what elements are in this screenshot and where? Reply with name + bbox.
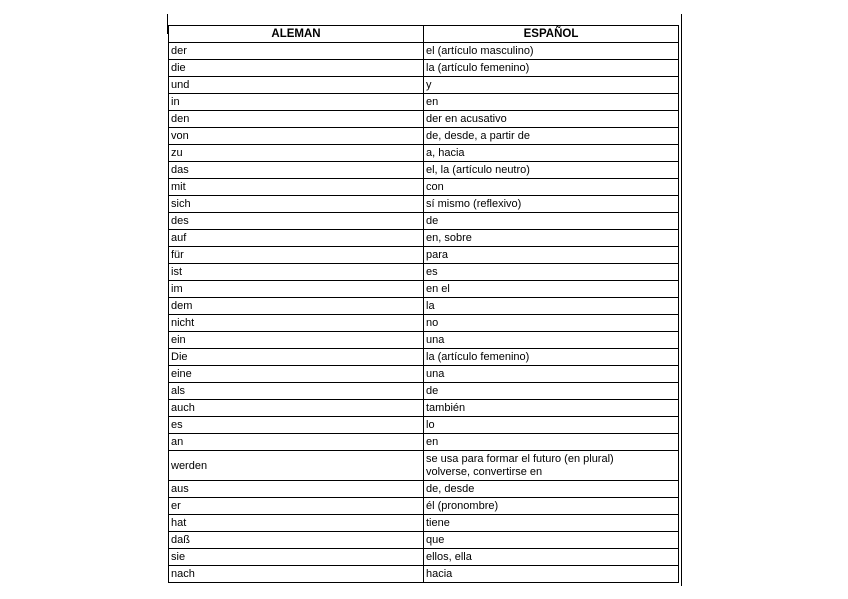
- table-row: [169, 549, 679, 566]
- table-row: [169, 532, 679, 549]
- table-row: [169, 94, 679, 111]
- table-row: [169, 145, 679, 162]
- german-word: den: [169, 111, 424, 128]
- translation-line: hacia: [426, 568, 453, 580]
- translation-line: para: [426, 249, 449, 261]
- german-word: ist: [169, 264, 424, 281]
- translation-line: y: [426, 79, 432, 91]
- table-row: [169, 481, 679, 498]
- translation-line: también: [426, 402, 466, 414]
- table-row: [169, 315, 679, 332]
- german-word: an: [169, 434, 424, 451]
- spanish-translation: [424, 111, 679, 128]
- spanish-translation: [424, 43, 679, 60]
- translation-line: la (artículo femenino): [426, 62, 530, 74]
- german-word: mit: [169, 179, 424, 196]
- translation-line: lo: [426, 419, 435, 431]
- spanish-translation: [424, 145, 679, 162]
- translation-line: volverse, convertirse en: [426, 466, 543, 478]
- german-word: Die: [169, 349, 424, 366]
- spanish-translation: [424, 532, 679, 549]
- german-word: eine: [169, 366, 424, 383]
- table-row: [169, 213, 679, 230]
- translation-line: no: [426, 317, 439, 329]
- german-word: im: [169, 281, 424, 298]
- spanish-translation: [424, 315, 679, 332]
- german-word: der: [169, 43, 424, 60]
- header-spanish: ESPAÑOL: [424, 26, 679, 43]
- spanish-translation: [424, 451, 679, 481]
- german-word: nicht: [169, 315, 424, 332]
- spanish-translation: [424, 366, 679, 383]
- table-row: [169, 196, 679, 213]
- table-row: [169, 366, 679, 383]
- translation-line: de, desde: [426, 483, 475, 495]
- translation-line: una: [426, 368, 445, 380]
- table-row: [169, 451, 679, 481]
- german-word: hat: [169, 515, 424, 532]
- translation-line: se usa para formar el futuro (en plural): [426, 453, 614, 465]
- spanish-translation: [424, 247, 679, 264]
- table-row: [169, 498, 679, 515]
- table-row: [169, 281, 679, 298]
- spanish-translation: [424, 179, 679, 196]
- translation-line: de: [426, 385, 439, 397]
- translation-line: la: [426, 300, 435, 312]
- german-word: als: [169, 383, 424, 400]
- spanish-translation: [424, 349, 679, 366]
- spanish-translation: [424, 383, 679, 400]
- table-row: [169, 400, 679, 417]
- german-word: nach: [169, 566, 424, 583]
- german-word: zu: [169, 145, 424, 162]
- german-word: für: [169, 247, 424, 264]
- spanish-translation: [424, 434, 679, 451]
- spanish-translation: [424, 417, 679, 434]
- spanish-translation: [424, 400, 679, 417]
- table-row: [169, 566, 679, 583]
- german-word: in: [169, 94, 424, 111]
- table-row: [169, 179, 679, 196]
- german-word: des: [169, 213, 424, 230]
- german-word: aus: [169, 481, 424, 498]
- table-row: [169, 349, 679, 366]
- table-row: [169, 77, 679, 94]
- spanish-translation: [424, 566, 679, 583]
- translation-line: el, la (artículo neutro): [426, 164, 530, 176]
- german-word: dem: [169, 298, 424, 315]
- german-word: auch: [169, 400, 424, 417]
- translation-line: sí mismo (reflexivo): [426, 198, 522, 210]
- spanish-translation: [424, 128, 679, 145]
- spanish-translation: [424, 549, 679, 566]
- translation-line: el (artículo masculino): [426, 45, 534, 57]
- spanish-translation: [424, 298, 679, 315]
- table-row: [169, 247, 679, 264]
- german-word: das: [169, 162, 424, 179]
- table-row: [169, 111, 679, 128]
- table-body: [169, 43, 679, 583]
- table-row: [169, 162, 679, 179]
- spanish-translation: [424, 196, 679, 213]
- table-row: [169, 128, 679, 145]
- translation-line: en: [426, 96, 439, 108]
- german-word: sie: [169, 549, 424, 566]
- spanish-translation: [424, 498, 679, 515]
- table-row: [169, 332, 679, 349]
- german-word: die: [169, 60, 424, 77]
- spanish-translation: [424, 481, 679, 498]
- vocabulary-table: [168, 25, 679, 583]
- translation-line: la (artículo femenino): [426, 351, 530, 363]
- table-row: [169, 298, 679, 315]
- german-word: werden: [169, 451, 424, 481]
- translation-line: tiene: [426, 517, 450, 529]
- translation-line: der en acusativo: [426, 113, 507, 125]
- translation-line: en, sobre: [426, 232, 472, 244]
- spanish-translation: [424, 60, 679, 77]
- german-word: er: [169, 498, 424, 515]
- spanish-translation: [424, 213, 679, 230]
- translation-line: es: [426, 266, 438, 278]
- spanish-translation: [424, 281, 679, 298]
- german-word: sich: [169, 196, 424, 213]
- table-row: [169, 515, 679, 532]
- translation-line: que: [426, 534, 445, 546]
- spanish-translation: [424, 162, 679, 179]
- spanish-translation: [424, 515, 679, 532]
- german-word: daß: [169, 532, 424, 549]
- table-row: [169, 230, 679, 247]
- table-row: [169, 60, 679, 77]
- spanish-translation: [424, 94, 679, 111]
- table-row: [169, 434, 679, 451]
- translation-line: a, hacia: [426, 147, 465, 159]
- spanish-translation: [424, 77, 679, 94]
- spanish-translation: [424, 230, 679, 247]
- translation-line: él (pronombre): [426, 500, 499, 512]
- translation-line: de: [426, 215, 439, 227]
- german-word: ein: [169, 332, 424, 349]
- table-row: [169, 383, 679, 400]
- german-word: und: [169, 77, 424, 94]
- translation-line: con: [426, 181, 444, 193]
- german-word: von: [169, 128, 424, 145]
- translation-line: ellos, ella: [426, 551, 472, 563]
- table-header-row: [169, 26, 679, 43]
- page-edge-right: [681, 14, 682, 586]
- table-row: [169, 417, 679, 434]
- translation-line: en el: [426, 283, 450, 295]
- table-row: [169, 264, 679, 281]
- header-german: ALEMAN: [169, 26, 424, 43]
- spanish-translation: [424, 264, 679, 281]
- translation-line: de, desde, a partir de: [426, 130, 530, 142]
- table-row: [169, 43, 679, 60]
- spanish-translation: [424, 332, 679, 349]
- german-word: auf: [169, 230, 424, 247]
- german-word: es: [169, 417, 424, 434]
- translation-line: en: [426, 436, 439, 448]
- translation-line: una: [426, 334, 445, 346]
